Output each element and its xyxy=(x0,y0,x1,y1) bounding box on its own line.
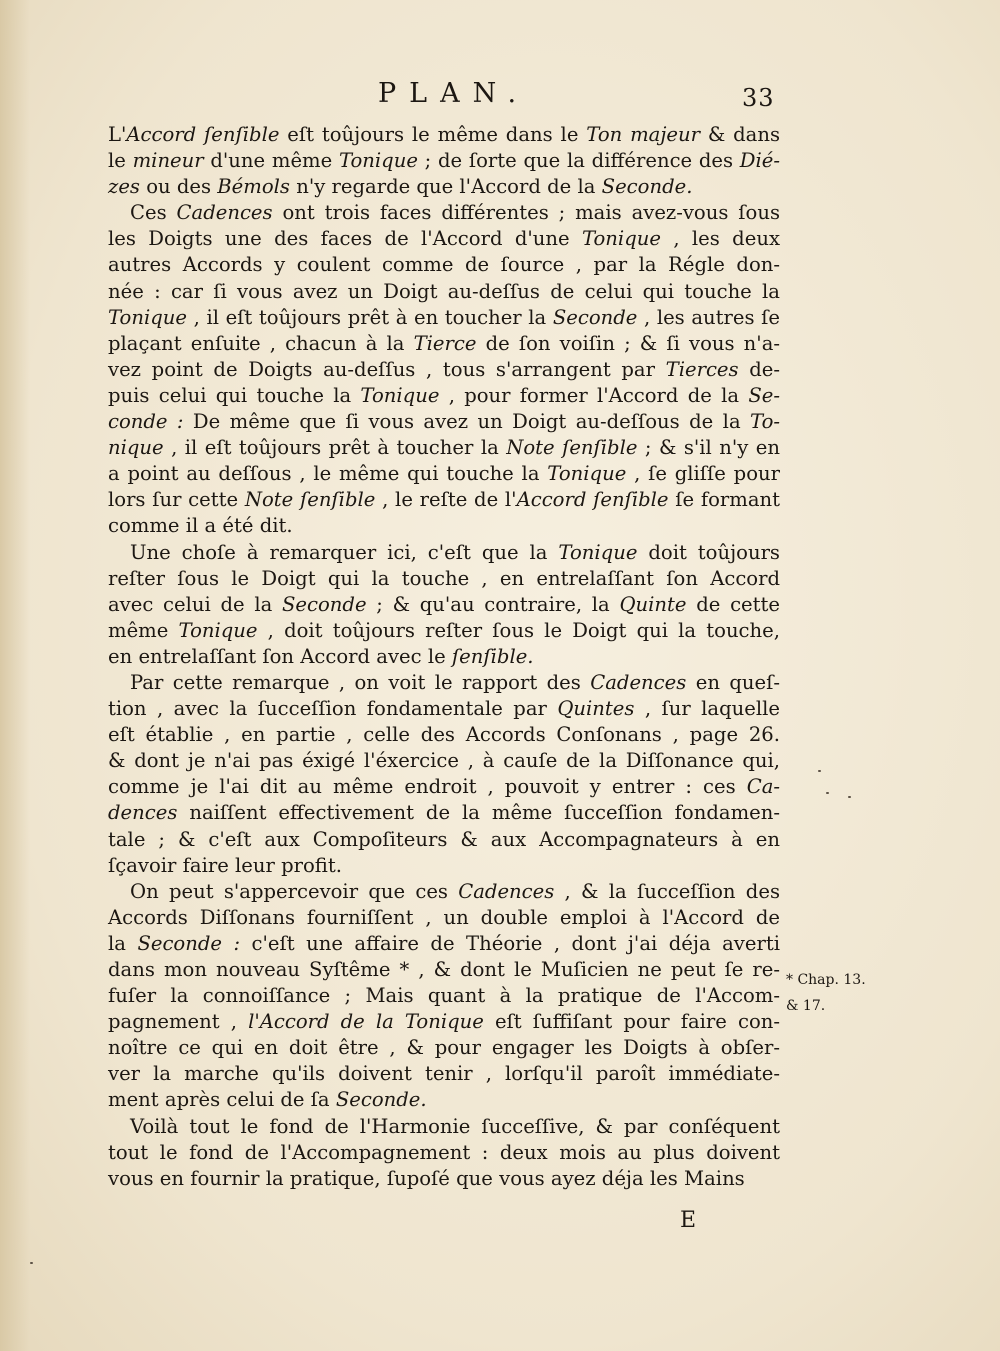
text-line xyxy=(108,696,780,722)
page-gutter-shadow xyxy=(0,0,30,1351)
italic-term: Seconde. xyxy=(335,1088,427,1112)
italic-term: dences xyxy=(108,801,178,825)
text-run: avec celui de la xyxy=(108,592,282,616)
italic-term: Quintes xyxy=(557,697,635,721)
text-run: ver la marche qu'ils doivent tenir , lorſqu'il paroît immédiate- xyxy=(108,1062,780,1086)
text-line xyxy=(108,644,780,670)
text-line xyxy=(108,1009,780,1035)
text-line xyxy=(108,983,780,1009)
text-line xyxy=(108,618,780,644)
italic-term: Tonique xyxy=(108,305,187,329)
text-run: ment après celui de ſa xyxy=(108,1088,336,1112)
text-run: comme je l'ai dit au même endroit , pouvoit y entrer : ces xyxy=(108,775,747,799)
italic-term: Bémols xyxy=(217,175,290,199)
italic-term: Tonique xyxy=(338,149,418,173)
italic-term: Ca- xyxy=(746,775,780,799)
text-run: Ces xyxy=(130,201,177,225)
italic-term: Se- xyxy=(748,383,781,407)
text-run: ont trois faces différentes ; mais avez-vous ſous xyxy=(272,201,781,225)
paragraph xyxy=(108,200,780,539)
text-run: n'y regarde que l'Accord de la xyxy=(289,175,602,199)
text-run: les Doigts une des faces de l'Accord d'une xyxy=(108,227,582,251)
text-line xyxy=(108,435,780,461)
text-run: , pour former l'Accord de la xyxy=(439,383,749,407)
italic-term: Quinte xyxy=(619,592,687,616)
paper-speck xyxy=(30,1262,33,1264)
text-line xyxy=(108,670,780,696)
italic-term: Seconde : xyxy=(137,931,241,955)
text-run: eſt établie , en partie , celle des Accords Conſonans , page 26. xyxy=(108,723,780,747)
text-line xyxy=(108,800,780,826)
paper-speck xyxy=(818,770,821,772)
italic-term: Tonique xyxy=(360,383,440,407)
italic-term: Tonique xyxy=(558,540,638,564)
text-run: plaçant enſuite , chacun à la xyxy=(108,331,414,355)
body-text xyxy=(108,122,780,1192)
text-line xyxy=(108,148,780,174)
text-run: vez point de Doigts au-deſſus , tous s'arrangent par xyxy=(108,357,666,381)
text-run: ſe formant xyxy=(668,488,780,512)
text-run: , les deux xyxy=(660,227,780,251)
text-run: née : car ſi vous avez un Doigt au-deſſus de celui qui touche la xyxy=(108,279,780,303)
text-run: puis celui qui touche la xyxy=(108,383,361,407)
italic-term: conde : xyxy=(108,410,184,434)
text-run: Une choſe à remarquer ici, c'eſt que la xyxy=(130,540,559,564)
text-line xyxy=(108,1114,780,1140)
text-line xyxy=(108,357,780,383)
text-run: eſt toûjours le même dans le xyxy=(279,123,587,146)
italic-term: Cadences xyxy=(590,670,687,694)
text-run: pagnement , xyxy=(108,1010,249,1034)
text-run: noître ce qui en doit être , & pour engager les Doigts à obſer- xyxy=(108,1036,780,1060)
text-run: & dans xyxy=(700,123,781,146)
text-run: , doit toûjours reſter ſous le Doigt qui la touche, xyxy=(257,618,780,642)
text-line xyxy=(108,722,780,748)
text-line xyxy=(108,774,780,800)
italic-term: nique xyxy=(108,436,164,460)
margin-note xyxy=(786,967,866,1019)
text-run: ; & s'il n'y en xyxy=(637,436,781,460)
text-run: c'eſt une affaire de Théorie , dont j'ai déja averti xyxy=(240,931,780,955)
italic-term: Dié- xyxy=(739,149,780,173)
text-run: naiſſent effectivement de la même ſucceſſion fondamen- xyxy=(177,801,780,825)
italic-term: Cadences xyxy=(176,201,273,225)
italic-term: Accord ſenſible xyxy=(126,123,280,146)
text-run: en queſ- xyxy=(686,670,780,694)
page-header xyxy=(0,74,1000,114)
paragraph xyxy=(108,879,780,1114)
text-run: doit toûjours xyxy=(637,540,780,564)
text-line xyxy=(108,540,780,566)
text-line xyxy=(108,383,780,409)
text-line xyxy=(108,513,780,539)
text-run: tale ; & c'eſt aux Compoſiteurs & aux Accompagnateurs à en xyxy=(108,827,780,851)
text-run: L' xyxy=(108,123,127,146)
text-line xyxy=(108,853,780,879)
text-run: la xyxy=(108,931,138,955)
text-line xyxy=(108,226,780,252)
text-run: ſçavoir faire leur profit. xyxy=(108,853,342,877)
text-line xyxy=(108,331,780,357)
text-line xyxy=(108,252,780,278)
paragraph xyxy=(108,540,780,670)
text-run: en entrelaſſant ſon Accord avec le xyxy=(108,644,452,668)
text-line xyxy=(108,748,780,774)
text-run: , il eſt toûjours prêt à toucher la xyxy=(163,436,507,460)
italic-term: To- xyxy=(750,410,780,434)
italic-term: ſenſible. xyxy=(451,644,534,668)
italic-term: Note ſenſible xyxy=(244,488,376,512)
text-run: reſter ſous le Doigt qui la touche , en entrelaſſant ſon Accord xyxy=(108,566,780,590)
text-run: de- xyxy=(738,357,780,381)
italic-term: Tonique xyxy=(178,618,258,642)
text-line xyxy=(108,1087,780,1113)
text-run: De même que ſi vous avez un Doigt au-deſſous de la xyxy=(183,410,751,434)
text-run: tion , avec la ſucceſſion fondamentale par xyxy=(108,697,558,721)
text-line xyxy=(108,879,780,905)
text-run: , ſur laquelle xyxy=(634,697,780,721)
text-line xyxy=(108,200,780,226)
margin-note-line: & 17. xyxy=(786,998,826,1014)
text-line xyxy=(108,487,780,513)
italic-term: Tonique xyxy=(547,462,627,486)
text-run: Voilà tout le fond de l'Harmonie ſucceſſive, & par conſéquent xyxy=(130,1114,780,1138)
text-run: eſt ſuffiſant pour faire con- xyxy=(483,1010,780,1034)
text-line xyxy=(108,905,780,931)
text-line xyxy=(108,592,780,618)
text-run: a point au deſſous , le même qui touche la xyxy=(108,462,548,486)
paragraph xyxy=(108,1114,780,1192)
italic-term: Seconde xyxy=(552,305,638,329)
text-line xyxy=(108,1140,780,1166)
text-line xyxy=(108,409,780,435)
text-run: , ſe gliſſe pour xyxy=(626,462,780,486)
text-run: de ſon voiſin ; & ſi vous n'a- xyxy=(476,331,780,355)
text-run: comme il a été dit. xyxy=(108,514,293,538)
text-run: Accords Diſſonans fourniſſent , un double emploi à l'Accord de xyxy=(108,905,780,929)
text-line xyxy=(108,566,780,592)
text-run: vous en fournir la pratique, ſupoſé que vous ayez déja les Mains xyxy=(108,1166,745,1190)
text-run: même xyxy=(108,618,179,642)
italic-term: mineur xyxy=(132,149,204,173)
paragraph xyxy=(108,122,780,200)
text-line xyxy=(108,122,780,148)
italic-term: Seconde xyxy=(282,592,367,616)
text-line xyxy=(108,957,780,983)
text-run: Par cette remarque , on voit le rapport des xyxy=(130,670,591,694)
text-run: , il eſt toûjours prêt à en toucher la xyxy=(187,305,553,329)
text-line xyxy=(108,174,780,200)
text-run: , & la ſucceſſion des xyxy=(554,879,780,903)
text-line xyxy=(108,1061,780,1087)
text-run: d'une même xyxy=(203,149,339,173)
text-line xyxy=(108,279,780,305)
text-line xyxy=(108,827,780,853)
margin-note-line: * Chap. 13. xyxy=(786,972,866,988)
italic-term: Tierce xyxy=(413,331,477,355)
text-run: , les autres ſe xyxy=(637,305,780,329)
text-run: ; de ſorte que la différence des xyxy=(417,149,740,173)
text-run: On peut s'appercevoir que ces xyxy=(130,879,459,903)
text-line xyxy=(108,1166,780,1192)
paper-speck xyxy=(848,796,851,798)
text-run: de cette xyxy=(686,592,780,616)
text-run: ou des xyxy=(139,175,218,199)
text-run: autres Accords y coulent comme de ſource , par la Régle don- xyxy=(108,253,780,277)
text-run: & dont je n'ai pas éxigé l'éxercice , à cauſe de la Diſſonance qui, xyxy=(108,749,780,773)
italic-term: Tierces xyxy=(665,357,739,381)
italic-term: Cadences xyxy=(458,879,555,903)
text-run: lors ſur cette xyxy=(108,488,245,512)
paragraph xyxy=(108,670,780,879)
italic-term: Note ſenſible xyxy=(506,436,638,460)
italic-term: Ton majeur xyxy=(586,123,700,146)
page-number: 33 xyxy=(742,84,775,112)
text-run: dans mon nouveau Syſtême * , & dont le Muſicien ne peut ſe re- xyxy=(108,958,780,981)
paper-speck xyxy=(826,792,829,794)
text-line xyxy=(108,461,780,487)
signature-mark: E xyxy=(680,1208,697,1233)
running-title: PLAN. xyxy=(378,78,530,109)
text-run: , le reſte de l' xyxy=(375,488,517,512)
italic-term: l'Accord de la Tonique xyxy=(248,1010,484,1034)
text-run: fuſer la connoiſſance ; Mais quant à la pratique de l'Accom- xyxy=(108,984,780,1008)
italic-term: Accord ſenſible xyxy=(516,488,669,512)
text-run: ; & qu'au contraire, la xyxy=(366,592,620,616)
text-run: le xyxy=(108,149,133,173)
text-line xyxy=(108,931,780,957)
italic-term: zes xyxy=(108,175,140,199)
text-line xyxy=(108,1035,780,1061)
text-run: tout le fond de l'Accompagnement : deux mois au plus doivent xyxy=(108,1140,780,1164)
italic-term: Seconde. xyxy=(601,175,693,199)
text-line xyxy=(108,305,780,331)
italic-term: Tonique xyxy=(581,227,661,251)
